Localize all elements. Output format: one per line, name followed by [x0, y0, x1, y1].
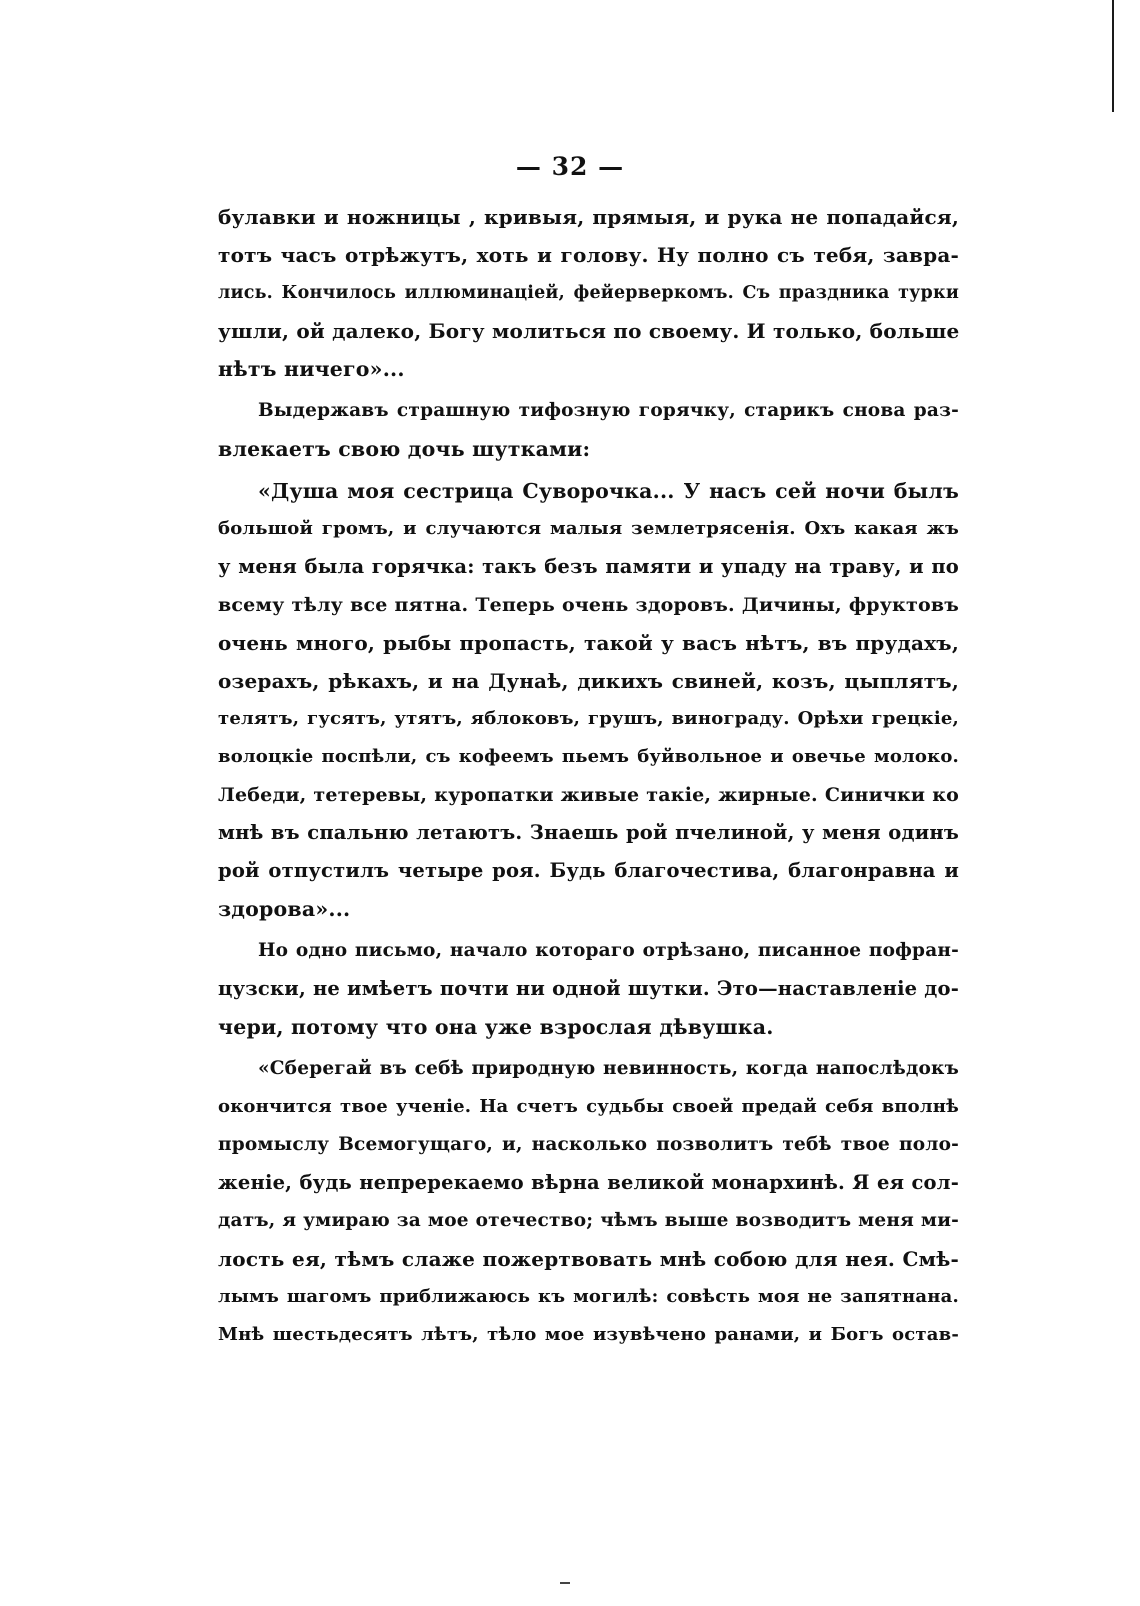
text-line: Мнѣ шестьдесятъ лѣтъ, тѣло мое изувѣчено ранами, и Богъ остав-	[218, 1324, 959, 1345]
text-line: промыслу Всемогущаго, и, насколько позволитъ тебѣ твое поло-	[218, 1134, 959, 1155]
text-line: Лебеди, тетеревы, куропатки живые такіе, жирные. Синички ко	[218, 784, 959, 806]
paragraph	[218, 392, 959, 468]
page-number: — 32 —	[515, 152, 625, 181]
text-line: здорова»...	[218, 897, 351, 921]
text-line: ушли, ой далеко, Богу молиться по своему. И только, больше	[218, 319, 959, 343]
text-line: у меня была горячка: такъ безъ памяти и упаду на траву, и по	[218, 555, 959, 578]
text-line: волоцкіе поспѣли, съ кофеемъ пьемъ буйвольное и овечье молоко.	[218, 746, 959, 767]
text-line: лись. Кончилось иллюминаціей, фейерверкомъ. Съ праздника турки	[218, 283, 959, 303]
text-line: большой громъ, и случаются малыя землетрясенія. Охъ какая жъ	[218, 518, 959, 539]
text-line: женіе, будь непререкаемо вѣрна великой монархинѣ. Я ея сол-	[218, 1171, 959, 1194]
text-line: «Душа моя сестрица Суворочка... У насъ сей ночи былъ	[258, 479, 959, 503]
text-line: лымъ шагомъ приближаюсь къ могилѣ: совѣсть моя не запятнана.	[218, 1286, 959, 1307]
text-line: мнѣ въ спальню летаютъ. Знаешь рой пчелиной, у меня одинъ	[218, 821, 959, 844]
text-line: тотъ часъ отрѣжутъ, хоть и голову. Ну полно съ тебя, завра-	[218, 243, 959, 267]
text-body	[218, 198, 959, 1354]
text-line: телятъ, гусятъ, утятъ, яблоковъ, грушъ, винограду. Орѣхи грецкіе,	[218, 708, 959, 729]
text-line: нѣтъ ничего»...	[218, 357, 405, 381]
text-line: Выдержавъ страшную тифозную горячку, старикъ снова раз-	[258, 400, 959, 421]
text-line: чери, потому что она уже взрослая дѣвушка.	[218, 1015, 774, 1039]
paragraph	[218, 472, 959, 928]
paragraph	[218, 1050, 959, 1354]
paragraph	[218, 198, 959, 388]
text-line: рой отпустилъ четыре роя. Будь благочестива, благонравна и	[218, 859, 959, 882]
text-line: очень много, рыбы пропасть, такой у васъ нѣтъ, въ прудахъ,	[218, 631, 959, 655]
text-line: влекаетъ свою дочь шутками:	[218, 437, 591, 461]
text-line: «Сберегай въ себѣ природную невинность, когда напослѣдокъ	[258, 1058, 959, 1079]
text-line: булавки и ножницы , кривыя, прямыя, и рука не попадайся,	[218, 205, 959, 229]
text-line: озерахъ, рѣкахъ, и на Дунаѣ, дикихъ свиней, козъ, цыплятъ,	[218, 669, 959, 693]
page-edge-rule	[1112, 0, 1114, 112]
text-line: лость ея, тѣмъ слаже пожертвовать мнѣ собою для нея. Смѣ-	[218, 1247, 959, 1271]
text-line: датъ, я умираю за мое отечество; чѣмъ выше возводитъ меня ми-	[218, 1210, 959, 1231]
text-line: цузски, не имѣетъ почти ни одной шутки. Это—наставленіе до-	[218, 977, 959, 1000]
paragraph	[218, 932, 959, 1046]
text-line: всему тѣлу все пятна. Теперь очень здоровъ. Дичины, фруктовъ	[218, 594, 959, 616]
text-line: окончится твое ученіе. На счетъ судьбы своей предай себя вполнѣ	[218, 1096, 959, 1117]
footer-mark	[560, 1582, 570, 1584]
text-line: Но одно письмо, начало котораго отрѣзано, писанное пофран-	[258, 940, 959, 961]
